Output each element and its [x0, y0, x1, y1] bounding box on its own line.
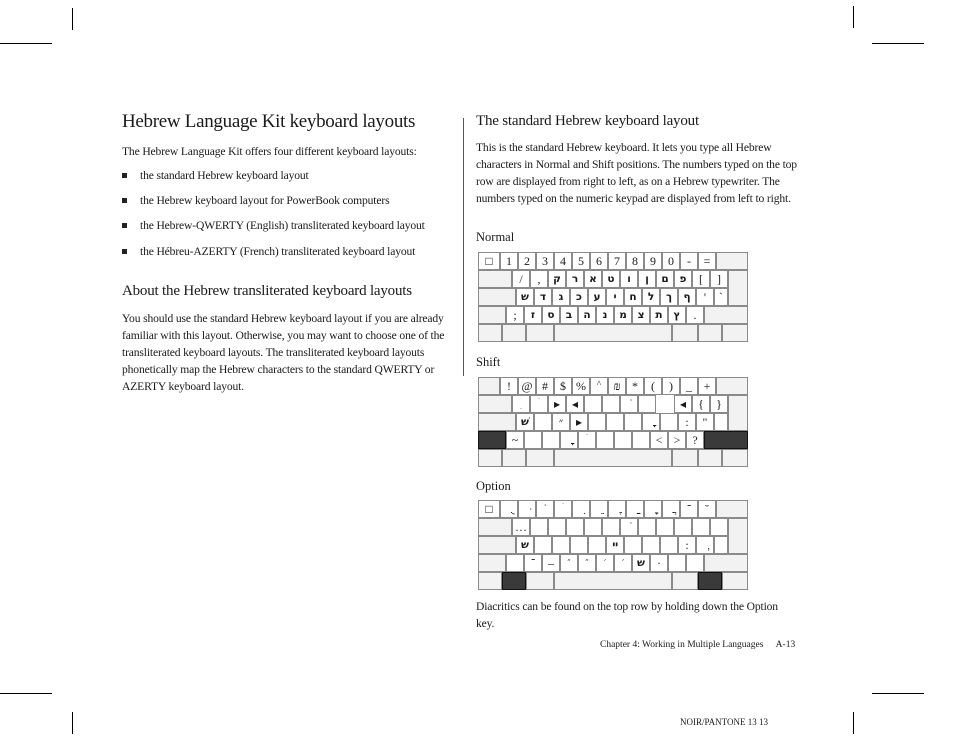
- key: [534, 413, 552, 431]
- crop-mark: [0, 693, 52, 694]
- key: [602, 395, 620, 413]
- key: ): [662, 377, 680, 395]
- key: [548, 518, 566, 536]
- section-heading: About the Hebrew transliterated keyboard layouts: [122, 283, 412, 299]
- key: [584, 518, 602, 536]
- key-caps: [478, 288, 516, 306]
- key: [542, 431, 560, 449]
- key: ": [696, 413, 714, 431]
- key: ▸: [570, 413, 588, 431]
- bullet-icon: [122, 173, 127, 178]
- key: ~: [506, 431, 524, 449]
- key: ת: [650, 306, 668, 324]
- intro-text: The Hebrew Language Kit offers four different keyboard layouts:: [122, 145, 417, 158]
- key: כ: [570, 288, 588, 306]
- key: [620, 395, 638, 413]
- key: ׳: [614, 554, 632, 572]
- key: =: [698, 252, 716, 270]
- key-command: [672, 324, 698, 342]
- key: ף: [678, 288, 696, 306]
- list-item: [122, 194, 389, 207]
- footnote-text: Diacritics can be found on the top row by holding down the Option key.: [476, 600, 778, 630]
- key: !: [500, 377, 518, 395]
- running-footer: [600, 640, 795, 650]
- key-control: [478, 572, 502, 590]
- key-shift-right: [704, 554, 748, 572]
- key: [578, 431, 596, 449]
- key: [530, 395, 548, 413]
- key: מ: [614, 306, 632, 324]
- bullet-icon: [122, 249, 127, 254]
- key-option: [502, 449, 526, 467]
- key: [588, 413, 606, 431]
- section-text: You should use the standard Hebrew keyboard layout if you are already familiar with this layout. Otherwise, you may want to choose one of the transliterated keyboard layouts. The transliterated keyboard layouts phonetically map the Hebrew characters to the standard QWERTY or AZERTY keyboard layout.: [122, 312, 445, 393]
- key: [524, 431, 542, 449]
- key: צ: [632, 306, 650, 324]
- key-command: [526, 449, 554, 467]
- key: ': [696, 288, 714, 306]
- key: 9: [644, 252, 662, 270]
- key: 6: [590, 252, 608, 270]
- key: 8: [626, 252, 644, 270]
- key: {: [692, 395, 710, 413]
- key: [602, 518, 620, 536]
- key: ?: [686, 431, 704, 449]
- key: ׳: [596, 554, 614, 572]
- key-command: [672, 572, 698, 590]
- key: [608, 500, 626, 518]
- key: [674, 518, 692, 536]
- key-tab: [478, 518, 512, 536]
- key: ן: [638, 270, 656, 288]
- key-tab: [478, 395, 512, 413]
- key: [660, 536, 678, 554]
- list-item: [122, 219, 425, 232]
- key: ·: [650, 554, 668, 572]
- key: ק: [548, 270, 566, 288]
- key-shift-left: [478, 306, 506, 324]
- key: :: [678, 413, 696, 431]
- key-command: [526, 572, 554, 590]
- page-title: Hebrew Language Kit keyboard layouts: [122, 111, 416, 132]
- section-heading: The standard Hebrew keyboard layout: [476, 113, 699, 129]
- key: [656, 518, 674, 536]
- key: 7: [608, 252, 626, 270]
- key-space: [554, 324, 672, 342]
- key: ״: [552, 413, 570, 431]
- key: ם: [656, 270, 674, 288]
- key-control: [478, 449, 502, 467]
- key-command: [672, 449, 698, 467]
- key: [588, 536, 606, 554]
- section-text: This is the standard Hebrew keyboard. It lets you type all Hebrew characters in Normal and Shift positions. The numbers typed on the top row are displayed from right to left, as on a Hebrew typewriter. The numbers typed on the numeric keypad are displayed from left to right.: [476, 141, 797, 205]
- key: [642, 413, 660, 431]
- key: פ: [674, 270, 692, 288]
- key: %: [572, 377, 590, 395]
- key: ג: [552, 288, 570, 306]
- key: }: [710, 395, 728, 413]
- key: :: [678, 536, 696, 554]
- key: [638, 395, 656, 413]
- key-space: [554, 449, 672, 467]
- key: [614, 431, 632, 449]
- key: #: [536, 377, 554, 395]
- key-option: [502, 572, 526, 590]
- key: ך: [660, 288, 678, 306]
- key: ;: [506, 306, 524, 324]
- page-number: A-13: [775, 640, 796, 650]
- key-control: [478, 324, 502, 342]
- key: 1: [500, 252, 518, 270]
- key: ₪: [608, 377, 626, 395]
- key: [518, 500, 536, 518]
- key-shift-left: [478, 554, 506, 572]
- key: /: [512, 270, 530, 288]
- chapter-title: Chapter 4: Working in Multiple Languages: [600, 640, 764, 650]
- key: [624, 413, 642, 431]
- key: ל: [642, 288, 660, 306]
- key: [714, 413, 728, 431]
- key: ה: [578, 306, 596, 324]
- bullet-icon: [122, 223, 127, 228]
- key: ע: [588, 288, 606, 306]
- key: [660, 413, 678, 431]
- key: [714, 536, 728, 554]
- key-caps: [478, 413, 516, 431]
- key-shift-left: [478, 431, 506, 449]
- key: ש: [516, 536, 534, 554]
- crop-mark: [72, 8, 73, 30]
- key: [478, 377, 500, 395]
- key: [668, 554, 686, 572]
- key: ד: [534, 288, 552, 306]
- key: [554, 500, 572, 518]
- key: [642, 536, 660, 554]
- key: [626, 500, 644, 518]
- key: <: [650, 431, 668, 449]
- key-shift-right: [704, 431, 748, 449]
- key: [570, 536, 588, 554]
- keyboard-label: Option: [476, 479, 511, 493]
- key: [572, 500, 590, 518]
- key: ^: [590, 377, 608, 395]
- key: [710, 518, 728, 536]
- key: ט: [602, 270, 620, 288]
- key: ־: [524, 554, 542, 572]
- key-caps: [478, 536, 516, 554]
- key: ▸: [548, 395, 566, 413]
- list-item: [122, 245, 415, 258]
- list-item-text: the standard Hebrew keyboard layout: [140, 169, 309, 182]
- bullet-icon: [122, 198, 127, 203]
- key: ר: [566, 270, 584, 288]
- key: [590, 500, 608, 518]
- key: 4: [554, 252, 572, 270]
- key: א: [584, 270, 602, 288]
- key-control: [722, 449, 748, 467]
- key: נ: [596, 306, 614, 324]
- crop-mark: [872, 43, 924, 44]
- key: ◂: [566, 395, 584, 413]
- key: $: [554, 377, 572, 395]
- key-tab: [478, 270, 512, 288]
- crop-mark: [72, 712, 73, 734]
- key: [606, 413, 624, 431]
- key: ב: [560, 306, 578, 324]
- key: [512, 395, 530, 413]
- key: `: [714, 288, 728, 306]
- key-shift-right: [704, 306, 748, 324]
- key: [696, 536, 714, 554]
- key: -: [680, 252, 698, 270]
- crop-mark: [872, 693, 924, 694]
- key-command: [526, 324, 554, 342]
- keyboard-shift: [476, 377, 748, 469]
- key: ״: [578, 554, 596, 572]
- key: [584, 395, 602, 413]
- key-option: [698, 449, 722, 467]
- key: ץ: [668, 306, 686, 324]
- key: [506, 554, 524, 572]
- crop-mark: [0, 43, 52, 44]
- key: >: [668, 431, 686, 449]
- list-item: [122, 169, 309, 182]
- key-control: [722, 572, 748, 590]
- key: ,: [530, 270, 548, 288]
- list-item-text: the Hebrew-QWERTY (English) transliterated keyboard layout: [140, 219, 425, 232]
- list-item-text: the Hébreu-AZERTY (French) transliterated keyboard layout: [140, 245, 416, 258]
- key-delete: [716, 500, 748, 518]
- key: *: [626, 377, 644, 395]
- key: 5: [572, 252, 590, 270]
- keyboard-option: [476, 500, 748, 592]
- key: [: [692, 270, 710, 288]
- crop-mark: [853, 6, 854, 28]
- key-option: [502, 324, 526, 342]
- key: □: [478, 252, 500, 270]
- key: [692, 518, 710, 536]
- key: ˘: [698, 500, 716, 518]
- key: [566, 518, 584, 536]
- key: [500, 500, 518, 518]
- key: ◂: [674, 395, 692, 413]
- key-space: [554, 572, 672, 590]
- key: ס: [542, 306, 560, 324]
- key: …: [512, 518, 530, 536]
- keyboard-label: Normal: [476, 230, 515, 244]
- key: [638, 518, 656, 536]
- key: ־: [680, 500, 698, 518]
- key: [560, 431, 578, 449]
- key: [596, 431, 614, 449]
- key: .: [686, 306, 704, 324]
- key-option: [698, 324, 722, 342]
- key: ײ: [606, 536, 624, 554]
- key-delete: [716, 252, 748, 270]
- key: +: [698, 377, 716, 395]
- key: [552, 536, 570, 554]
- key: ז: [524, 306, 542, 324]
- key: –: [542, 554, 560, 572]
- key: י: [606, 288, 624, 306]
- key: ש: [632, 554, 650, 572]
- key: 0: [662, 252, 680, 270]
- key: [620, 518, 638, 536]
- column-divider: [463, 118, 464, 376]
- keyboard-normal: [476, 252, 748, 344]
- key: ו: [620, 270, 638, 288]
- list-item-text: the Hebrew keyboard layout for PowerBook computers: [140, 194, 390, 207]
- key: [534, 536, 552, 554]
- key: ש: [516, 288, 534, 306]
- key: [632, 431, 650, 449]
- keyboard-label: Shift: [476, 355, 501, 369]
- key: [686, 554, 704, 572]
- key: ]: [710, 270, 728, 288]
- print-info: NOIR/PANTONE 13 13: [680, 717, 769, 727]
- key: [662, 500, 680, 518]
- crop-mark: [853, 712, 854, 734]
- key: _: [680, 377, 698, 395]
- key: [530, 518, 548, 536]
- key: 3: [536, 252, 554, 270]
- key: @: [518, 377, 536, 395]
- key: שׁ: [516, 413, 534, 431]
- key: ״: [560, 554, 578, 572]
- key: □: [478, 500, 500, 518]
- key-option: [698, 572, 722, 590]
- key: [624, 536, 642, 554]
- key: 2: [518, 252, 536, 270]
- key-delete: [716, 377, 748, 395]
- key: (: [644, 377, 662, 395]
- key: ח: [624, 288, 642, 306]
- key-control: [722, 324, 748, 342]
- key: [536, 500, 554, 518]
- key: [644, 500, 662, 518]
